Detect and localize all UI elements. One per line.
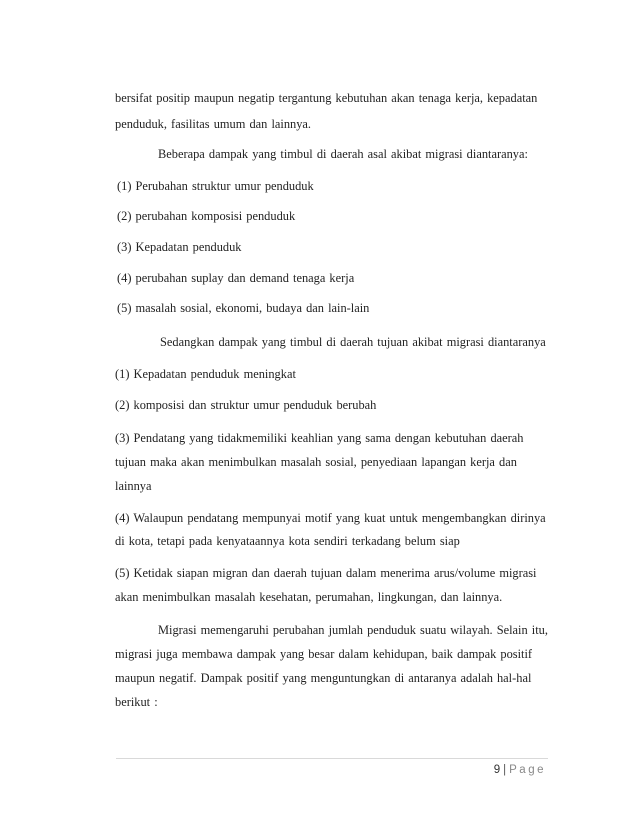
paragraph-line: Beberapa dampak yang timbul di daerah asal akibat migrasi diantaranya:: [158, 147, 528, 161]
paragraph-line: berikut :: [115, 695, 158, 709]
list-item-continuation: akan menimbulkan masalah kesehatan, perumahan, lingkungan, dan lainnya.: [115, 590, 503, 604]
list-item-continuation: di kota, tetapi pada kenyataannya kota sendiri terkadang belum siap: [115, 534, 460, 548]
list-item: (5) Ketidak siapan migran dan daerah tujuan dalam menerima arus/volume migrasi: [115, 566, 537, 580]
paragraph-line: penduduk, fasilitas umum dan lainnya.: [115, 117, 312, 131]
list-item: (4) perubahan suplay dan demand tenaga kerja: [117, 271, 355, 285]
list-item-continuation: tujuan maka akan menimbulkan masalah sosial, penyediaan lapangan kerja dan: [115, 455, 517, 469]
list-item: (1) Perubahan struktur umur penduduk: [117, 179, 314, 193]
list-item: (3) Kepadatan penduduk: [117, 240, 242, 254]
list-item-continuation: lainnya: [115, 479, 152, 493]
list-item: (2) komposisi dan struktur umur penduduk berubah: [115, 398, 377, 412]
paragraph-line: Migrasi memengaruhi perubahan jumlah penduduk suatu wilayah. Selain itu,: [158, 623, 548, 637]
list-item: (2) perubahan komposisi penduduk: [117, 209, 296, 223]
list-item: (4) Walaupun pendatang mempunyai motif yang kuat untuk mengembangkan dirinya: [115, 511, 546, 525]
page-label: Page: [509, 764, 546, 776]
list-item: (5) masalah sosial, ekonomi, budaya dan lain-lain: [117, 301, 370, 315]
page-footer: [480, 764, 546, 776]
paragraph-line: Sedangkan dampak yang timbul di daerah tujuan akibat migrasi diantaranya: [160, 335, 546, 349]
paragraph-line: bersifat positip maupun negatip tergantung kebutuhan akan tenaga kerja, kepadatan: [115, 91, 538, 105]
paragraph-line: migrasi juga membawa dampak yang besar dalam kehidupan, baik dampak positif: [115, 647, 533, 661]
list-item: (1) Kepadatan penduduk meningkat: [115, 367, 296, 381]
list-item: (3) Pendatang yang tidakmemiliki keahlian yang sama dengan kebutuhan daerah: [115, 431, 524, 445]
footer-separator: |: [503, 764, 507, 776]
paragraph-line: maupun negatif. Dampak positif yang menguntungkan di antaranya adalah hal-hal: [115, 671, 532, 685]
footer-divider: [116, 758, 548, 759]
page-number: 9: [493, 764, 501, 776]
